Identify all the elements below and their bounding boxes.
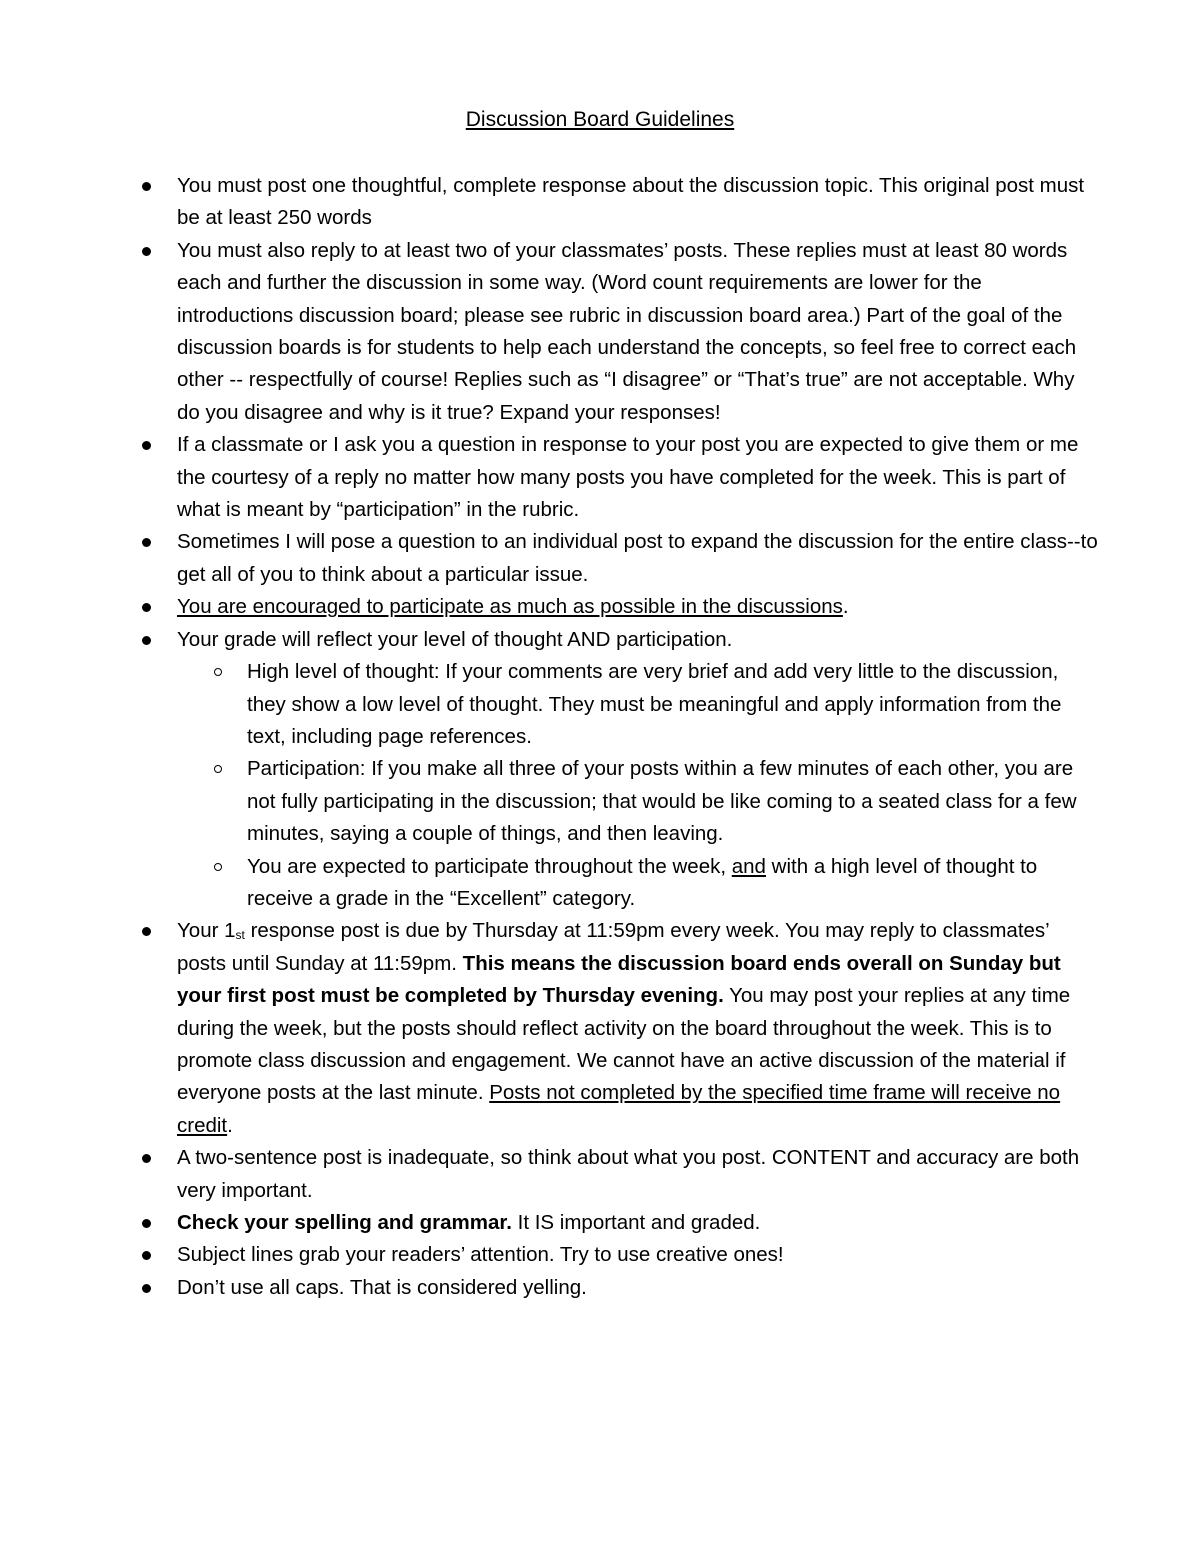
sub-list-item <box>177 851 1100 916</box>
bullet-icon <box>142 927 151 936</box>
bullet-icon <box>142 1284 151 1293</box>
hollow-bullet-icon <box>214 863 222 871</box>
hollow-bullet-icon <box>214 668 222 676</box>
list-item <box>0 1142 1200 1207</box>
sub-guideline-text: High level of thought: If your comments are very brief and add very little to the discussion, they show a low level of thought. They must be meaningful and apply information from the text, including page references. <box>247 660 1062 748</box>
guideline-text-2: response post is due by Thursday at 11:59pm every week. You may reply to classmates’ posts until Sunday at 11:59pm. <box>177 919 1049 975</box>
sub-guideline-text-after: with a high level of thought to receive a grade in the “Excellent” category. <box>247 854 1038 910</box>
list-item <box>0 526 1200 591</box>
guideline-text: If a classmate or I ask you a question in response to your post you are expected to give them or me the courtesy of a reply no matter how many posts you have completed for the week. This is part of what is meant by “participation” in the rubric. <box>177 433 1079 522</box>
guideline-text: Subject lines grab your readers’ attention. Try to use creative ones! <box>177 1243 784 1267</box>
guideline-text-end: . <box>227 1113 233 1137</box>
bullet-icon <box>142 1219 151 1228</box>
list-item <box>0 1239 1200 1271</box>
bullet-icon <box>142 1154 151 1163</box>
guideline-underlined-text: Posts not completed by the specified time frame will receive no credit <box>177 1081 1061 1137</box>
bullet-icon <box>142 441 151 450</box>
guideline-underlined-text: You are encouraged to participate as much as possible in the discussions <box>177 595 843 619</box>
guidelines-list <box>0 170 1200 1304</box>
list-item <box>0 591 1200 623</box>
guideline-text: You must post one thoughtful, complete response about the discussion topic. This original post must be at least 250 words <box>177 174 1085 230</box>
document-title: Discussion Board Guidelines <box>465 108 735 131</box>
bullet-icon <box>142 1251 151 1260</box>
list-item <box>0 235 1200 429</box>
guideline-bold-text: This means the discussion board ends overall on Sunday but your first post must be completed by Thursday evening. <box>177 951 1061 1008</box>
list-item <box>0 1207 1200 1239</box>
sub-list-item <box>177 753 1100 850</box>
list-item <box>0 429 1200 526</box>
guideline-text: Your grade will reflect your level of thought AND participation. <box>177 627 733 651</box>
bullet-icon <box>142 603 151 612</box>
guideline-text-3: You may post your replies at any time during the week, but the posts should reflect activity on the board throughout the week. This is to promote class discussion and engagement. We cannot have an active discussion of the material if everyone posts at the last minute. <box>177 984 1071 1105</box>
guideline-text: It IS important and graded. <box>511 1211 761 1234</box>
bullet-icon <box>142 538 151 547</box>
list-item <box>0 170 1200 235</box>
hollow-bullet-icon <box>214 765 222 773</box>
guideline-text: You must also reply to at least two of your classmates’ posts. These replies must at least 80 words each and further the discussion in some way. (Word count requirements are lower for the introductions discussion board; please see rubric in discussion board area.) Part of the goal of the discussion boards is for students to help each understand the concepts, so feel free to correct each other -- respectfully of course! Replies such as “I disagree” or “That’s true” are not acceptable. Why do you disagree and why is it true? Expand your responses! <box>177 238 1077 424</box>
ordinal-suffix: st <box>235 928 245 943</box>
sub-list-item <box>177 656 1100 753</box>
guideline-text-end: . <box>842 595 849 619</box>
sub-guideline-text: You are expected to participate throughout the week, <box>247 854 732 878</box>
list-item <box>0 915 1200 1142</box>
sub-guideline-underlined-text: and <box>731 854 766 878</box>
guideline-text: Your 1 <box>177 919 236 943</box>
bullet-icon <box>142 636 151 645</box>
sub-guideline-text: Participation: If you make all three of your posts within a few minutes of each other, you are not fully participating in the discussion; that would be like coming to a seated class for a few minutes, saying a couple of things, and then leaving. <box>247 757 1077 846</box>
bullet-icon <box>142 247 151 256</box>
guideline-text: Sometimes I will pose a question to an individual post to expand the discussion for the entire class--to get all of you to think about a particular issue. <box>177 530 1098 586</box>
guideline-text: A two-sentence post is inadequate, so think about what you post. CONTENT and accuracy are both very important. <box>177 1146 1080 1202</box>
guideline-text: Don’t use all caps. That is considered yelling. <box>177 1275 587 1299</box>
list-item <box>0 624 1200 916</box>
list-item <box>0 1272 1200 1304</box>
bullet-icon <box>142 182 151 191</box>
guideline-bold-text: Check your spelling and grammar. <box>177 1211 512 1234</box>
sub-list <box>177 656 1100 915</box>
